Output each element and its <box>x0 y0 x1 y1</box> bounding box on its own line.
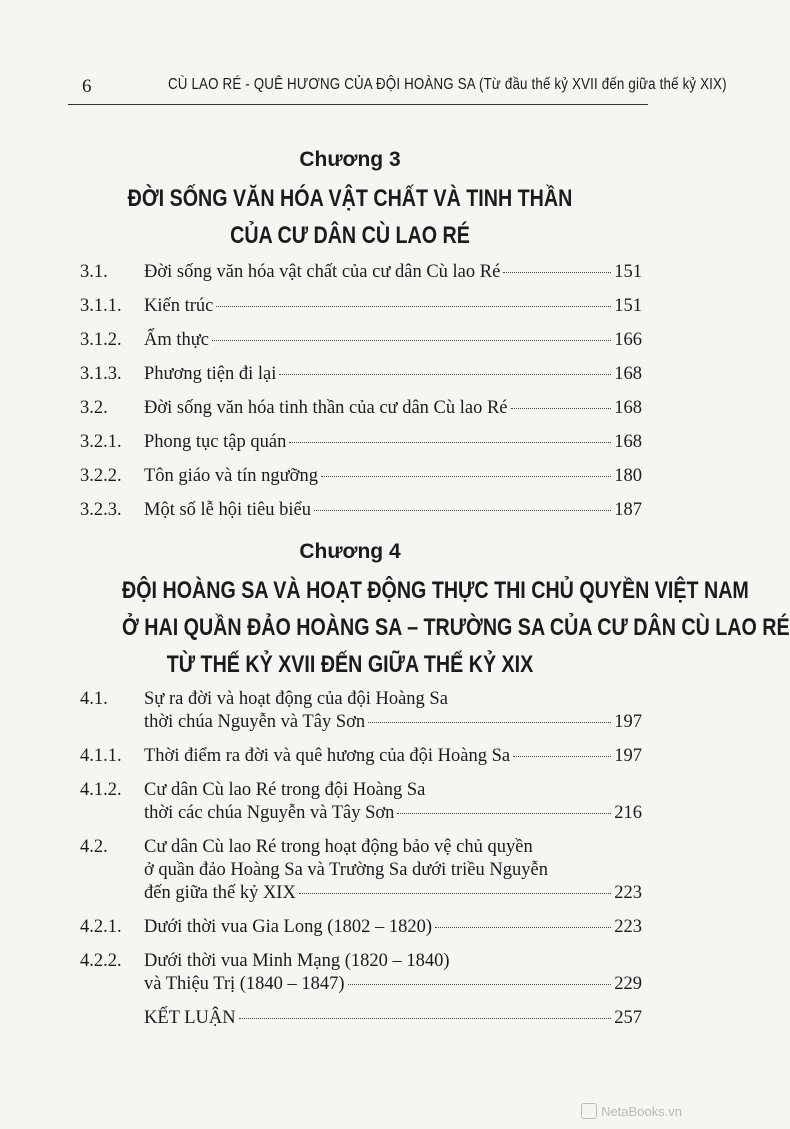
chapter-title-line: TỪ THẾ KỶ XVII ĐẾN GIỮA THẾ KỶ XIX <box>166 651 534 678</box>
chapter-label: Chương 3 <box>299 148 401 171</box>
watermark <box>581 1103 682 1119</box>
chapter-title-line: CỦA CƯ DÂN CÙ LAO RÉ <box>230 222 470 249</box>
toc-entry-title: Phương tiện đi lại <box>144 364 277 384</box>
watermark-text: NetaBooks.vn <box>601 1103 682 1119</box>
toc-entry-title: ở quần đảo Hoàng Sa và Trường Sa dưới triều Nguyễn <box>144 860 548 880</box>
toc-entry-number: 3.2.2. <box>80 466 122 486</box>
toc-page-number: 166 <box>614 330 642 350</box>
dot-leader <box>503 272 611 273</box>
chapter-title-line: Ở HAI QUẦN ĐẢO HOÀNG SA – TRƯỜNG SA CỦA CƯ DÂN CÙ LAO RÉ <box>122 614 790 641</box>
dot-leader <box>314 510 611 511</box>
dot-leader <box>435 927 611 928</box>
toc-entry-number: 4.2.1. <box>80 917 122 937</box>
dot-leader <box>368 722 611 723</box>
toc-entry-title: Đời sống văn hóa tinh thần của cư dân Cù lao Ré <box>144 398 508 418</box>
dot-leader <box>513 756 611 757</box>
toc-page-number: 168 <box>614 364 642 384</box>
toc-entry-title: KẾT LUẬN <box>144 1008 236 1028</box>
chapter-title-line: ĐỘI HOÀNG SA VÀ HOẠT ĐỘNG THỰC THI CHỦ QUYỀN VIỆT NAM <box>122 577 749 604</box>
toc-page-number: 223 <box>614 917 642 937</box>
dot-leader <box>289 442 611 443</box>
toc-entry-number: 4.1. <box>80 689 108 709</box>
toc-page-number: 168 <box>614 398 642 418</box>
chapter-4-heading <box>72 540 790 683</box>
toc-entry-number: 4.1.1. <box>80 746 122 766</box>
dot-leader <box>299 893 611 894</box>
toc-entry-title: Kiến trúc <box>144 296 214 316</box>
toc-entry-number: 3.1.1. <box>80 296 122 316</box>
dot-leader <box>279 374 611 375</box>
dot-leader <box>321 476 611 477</box>
dot-leader <box>212 340 611 341</box>
toc-entry-title: Phong tục tập quán <box>144 432 287 452</box>
toc-entry-title: đến giữa thế kỷ XIX <box>144 883 296 903</box>
toc-page-number: 180 <box>614 466 642 486</box>
toc-entry-title: thời các chúa Nguyễn và Tây Sơn <box>144 803 395 823</box>
toc-entry-title: Thời điểm ra đời và quê hương của đội Hoàng Sa <box>144 746 511 766</box>
header-rule <box>68 104 648 105</box>
page-number: 6 <box>82 76 92 97</box>
toc-entry-title: Ẩm thực <box>144 330 210 350</box>
dot-leader <box>216 306 611 307</box>
toc-page-number: 216 <box>614 803 642 823</box>
toc-page-number: 197 <box>614 746 642 766</box>
toc-page-number: 257 <box>614 1008 642 1028</box>
chapter-3-heading <box>72 148 628 254</box>
dot-leader <box>397 813 611 814</box>
toc-entry-title: thời chúa Nguyễn và Tây Sơn <box>144 712 366 732</box>
toc-entry-title: Dưới thời vua Minh Mạng (1820 – 1840) <box>144 951 450 971</box>
toc-entry-number: 4.2.2. <box>80 951 122 971</box>
toc-entry-number: 3.2.3. <box>80 500 122 520</box>
toc-page-number: 168 <box>614 432 642 452</box>
toc-entry-title: Dưới thời vua Gia Long (1802 – 1820) <box>144 917 433 937</box>
toc-entry-number: 4.2. <box>80 837 108 857</box>
toc-entry-title: Cư dân Cù lao Ré trong đội Hoàng Sa <box>144 780 426 800</box>
toc-entry-number: 3.1.2. <box>80 330 122 350</box>
toc-entry-title: Cư dân Cù lao Ré trong hoạt động bảo vệ chủ quyền <box>144 837 533 857</box>
toc-entry-title: Một số lễ hội tiêu biểu <box>144 500 311 520</box>
toc-page-number: 223 <box>614 883 642 903</box>
toc-page-number: 151 <box>614 296 642 316</box>
toc-entry-title: Đời sống văn hóa vật chất của cư dân Cù lao Ré <box>144 262 501 282</box>
dot-leader <box>511 408 612 409</box>
chapter-title-line: ĐỜI SỐNG VĂN HÓA VẬT CHẤT VÀ TINH THẦN <box>127 185 573 212</box>
toc-page-number: 229 <box>614 974 642 994</box>
toc-page-number: 197 <box>614 712 642 732</box>
toc-entry-title: và Thiệu Trị (1840 – 1847) <box>144 974 345 994</box>
dot-leader <box>348 984 612 985</box>
toc-entry-title: Sự ra đời và hoạt động của đội Hoàng Sa <box>144 689 448 709</box>
book-icon <box>581 1103 597 1119</box>
toc-entry-number: 4.1.2. <box>80 780 122 800</box>
toc-page-number: 151 <box>614 262 642 282</box>
chapter-label: Chương 4 <box>299 540 401 563</box>
toc-entry-number: 3.1.3. <box>80 364 122 384</box>
toc-entry-number: 3.2. <box>80 398 108 418</box>
toc-entry-number: 3.2.1. <box>80 432 122 452</box>
toc-entry-number: 3.1. <box>80 262 108 282</box>
toc-page-number: 187 <box>614 500 642 520</box>
running-title: CÙ LAO RÉ - QUÊ HƯƠNG CỦA ĐỘI HOÀNG SA (Từ đầu thế kỷ XVII đến giữa thế kỷ XIX) <box>168 76 727 93</box>
toc-entry-title: Tôn giáo và tín ngưỡng <box>144 466 318 486</box>
dot-leader <box>239 1018 612 1019</box>
